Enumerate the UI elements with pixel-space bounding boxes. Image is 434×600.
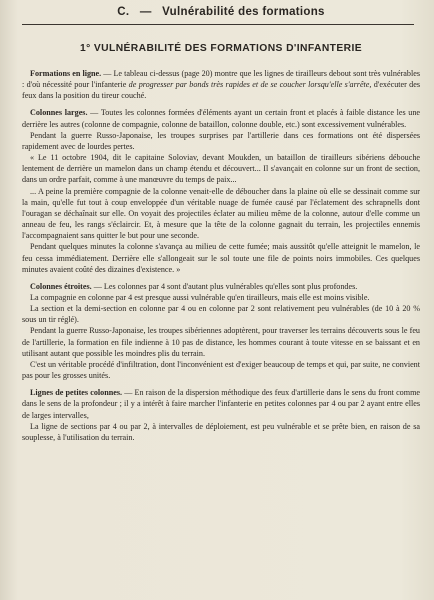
paragraph-formations-en-ligne	[22, 68, 420, 101]
paragraph-lead: Lignes de petites colonnes.	[30, 388, 123, 398]
paragraph-text: d'exécuter des feux dans la position du tireur couché.	[22, 80, 421, 101]
paragraph-lignes-petites-colonnes	[22, 387, 420, 420]
paragraph: La ligne de sections par 4 ou par 2, à intervalles de déploiement, est peu vulnérable et se prête bien, en raison de sa souplesse, à l'utilisation du terrain.	[22, 421, 420, 442]
chapter-header	[22, 6, 420, 18]
paragraph-lead: Colonnes larges.	[30, 108, 88, 118]
paragraph: Pendant la guerre Russo-Japonaise, les troupes surprises par l'artillerie dans ces formations ont été dispersées rapidement avec de lourdes pertes.	[22, 130, 420, 151]
paragraph: Pendant la guerre Russo-Japonaise, les troupes sibériennes adoptèrent, pour traverser les terrains découverts sous le feu de l'artillerie, la formation en file indienne à 10 pas de distance, les hommes courant à toute vitesse en se baissant et en utilisant autant que possible les moindres plis du terrain.	[22, 326, 420, 358]
paragraph-lead: Formations en ligne.	[30, 69, 102, 78]
paragraph-text: — Toutes les colonnes formées d'éléments ayant un certain front et placés à faible distance les une derrière les autres (colonne de compagnie, colonne de bataillon, colonne double, etc.) sont excessivement vulnérables.	[22, 108, 421, 129]
section-title: 1° VULNÉRABILITÉ DES FORMATIONS D'INFANTERIE	[80, 43, 362, 54]
paragraph-text: — Le tableau ci-dessus (page 20) montre que les lignes de tirailleurs debout sont très vulnérables : d'où nécessité pour l'infanterie	[22, 69, 421, 90]
emphasis-text: de progresser par bonds très rapides et de se coucher lorsqu'elle s'arrête,	[126, 80, 372, 90]
paragraph-colonnes-etroites	[22, 281, 420, 292]
paragraph-colonnes-larges	[22, 107, 420, 129]
paragraph: La compagnie en colonne par 4 est presque aussi vulnérable qu'en tirailleurs, mais elle est moins visible.	[30, 292, 370, 302]
paragraph-quote: Pendant quelques minutes la colonne s'avança au milieu de cette fumée; mais aussitôt qu'elle atteignit le mamelon, le feu cessa immédiatement. Derrière elle s'allongeait sur le sol toute une file de points noirs immobiles. Ces quelques minutes avaient coûté des dizaines d'existence. »	[22, 242, 420, 274]
chapter-title: Vulnérabilité des formations	[162, 6, 325, 18]
paragraph: C'est un véritable procédé d'infiltration, dont l'inconvénient est d'exiger beaucoup de temps et qui, par suite, ne convient pas pour les grosses unités.	[22, 359, 420, 381]
paragraph-text: — Les colonnes par 4 sont d'autant plus vulnérables qu'elles sont plus profondes.	[91, 281, 358, 291]
part-letter: C.	[117, 6, 130, 18]
paragraph-text: — En raison de la dispersion méthodique des feux d'artillerie dans le sens du front comme dans le sens de la profondeur ; il y a intérêt à faire marcher l'infanterie en petites colonnes par 4 ou par 2 ayant entre elles de larges intervalles,	[22, 388, 420, 420]
header-rule	[22, 24, 414, 25]
paragraph-lead: Colonnes étroites.	[30, 281, 92, 291]
paragraph: La section et la demi-section en colonne par 4 ou en colonne par 2 sont relativement peu vulnérables (de 10 à 20 % sous un tir réglé).	[22, 304, 420, 325]
header-dash: —	[139, 6, 152, 18]
paragraph-quote: ... A peine la première compagnie de la colonne venait-elle de déboucher dans la plaine où elle se dessinait comme sur la main, qu'elle fut tout à coup enveloppée d'un véritable nuage de fumée causé par l'éclatement des schrapnells dont l'ouragan se déchaînait sur elle. On voyait des projectiles éclater au milieu même de la colonne, autour d'elle comme un anneau de feu, les rangs s'éclaircir. Et, à mesure que la tête de la colonne gagnait du terrain, les projectiles ennemis l'accompagnaient sans quitter le but pour une seconde.	[22, 186, 420, 241]
paragraph-quote: « Le 11 octobre 1904, dit le capitaine Soloviav, devant Moukden, un bataillon de tirailleurs sibériens débouche lentement de derrière un mamelon dans un champ étendu et découvert... Il s'avançait en colonne sur un front de section, dans un ordre parfait, comme à une manœuvre du temps de paix...	[22, 153, 420, 185]
